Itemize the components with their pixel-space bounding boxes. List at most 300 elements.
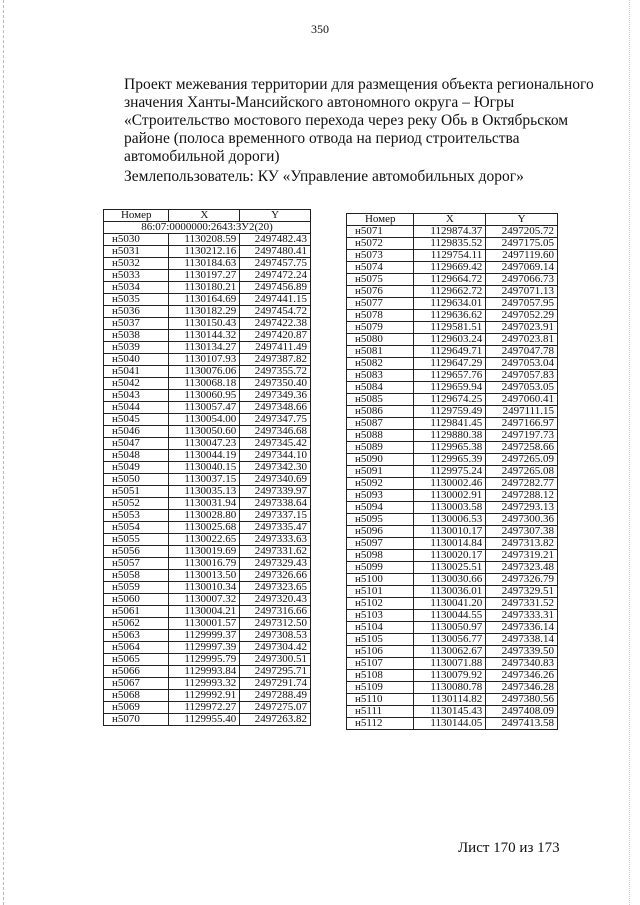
table-row (347, 322, 558, 334)
table-row (347, 514, 558, 526)
title-line: районе (полоса временного отвода на период строительства (124, 130, 520, 147)
coord-y: 2497293.13 (486, 502, 558, 514)
point-number: н5092 (347, 478, 414, 490)
point-number: н5109 (347, 682, 414, 694)
point-number: н5077 (347, 298, 414, 310)
coord-y: 2497275.07 (240, 702, 311, 714)
point-number: н5100 (347, 574, 414, 586)
table-row (104, 402, 311, 414)
coord-y: 2497472.24 (240, 270, 311, 282)
table-row (104, 378, 311, 390)
point-number: н5102 (347, 598, 414, 610)
table-row (347, 262, 558, 274)
coord-y: 2497057.83 (486, 370, 558, 382)
table-row (347, 502, 558, 514)
coord-x: 1129995.79 (169, 654, 240, 666)
land-user: Землепользователь: КУ «Управление автомобильных дорог» (124, 168, 524, 185)
point-number: н5075 (347, 274, 414, 286)
coord-y: 2497441.15 (240, 294, 311, 306)
table-row (347, 274, 558, 286)
coord-y: 2497323.65 (240, 582, 311, 594)
table-header-row (347, 214, 558, 226)
header-y: Y (486, 214, 558, 226)
title-line: автомобильной дороги) (124, 148, 280, 165)
table-row (104, 414, 311, 426)
coord-y: 2497335.47 (240, 522, 311, 534)
point-number: н5061 (104, 606, 169, 618)
coord-x: 1130022.65 (169, 534, 240, 546)
title-line: Проект межевания территории для размещения объекта регионального (124, 76, 594, 93)
coord-x: 1130079.92 (414, 670, 486, 682)
coord-x: 1130062.67 (414, 646, 486, 658)
coord-x: 1129841.45 (414, 418, 486, 430)
table-row (347, 406, 558, 418)
coord-y: 2497069.14 (486, 262, 558, 274)
coord-y: 2497326.79 (486, 574, 558, 586)
coord-y: 2497304.42 (240, 642, 311, 654)
table-row (104, 534, 311, 546)
coord-x: 1130020.17 (414, 550, 486, 562)
point-number: н5098 (347, 550, 414, 562)
sheet-label: Лист 170 из 173 (458, 840, 560, 856)
table-row (347, 238, 558, 250)
coord-x: 1130040.15 (169, 462, 240, 474)
coord-y: 2497482.43 (240, 234, 311, 246)
point-number: н5111 (347, 706, 414, 718)
point-number: н5093 (347, 490, 414, 502)
point-number: н5081 (347, 346, 414, 358)
point-number: н5099 (347, 562, 414, 574)
table-row (347, 250, 558, 262)
coord-y: 2497340.83 (486, 658, 558, 670)
coord-x: 1130208.59 (169, 234, 240, 246)
coord-x: 1130037.15 (169, 474, 240, 486)
coord-y: 2497258.66 (486, 442, 558, 454)
point-number: н5053 (104, 510, 169, 522)
point-number: н5067 (104, 678, 169, 690)
point-number: н5071 (347, 226, 414, 238)
coord-y: 2497454.72 (240, 306, 311, 318)
coord-x: 1130050.60 (169, 426, 240, 438)
coord-y: 2497119.60 (486, 250, 558, 262)
point-number: н5087 (347, 418, 414, 430)
table-row (104, 714, 311, 726)
header-y: Y (240, 210, 311, 222)
coord-x: 1129603.24 (414, 334, 486, 346)
coord-y: 2497047.78 (486, 346, 558, 358)
point-number: н5108 (347, 670, 414, 682)
coord-x: 1130184.63 (169, 258, 240, 270)
point-number: н5055 (104, 534, 169, 546)
coord-y: 2497331.62 (240, 546, 311, 558)
coordinates-table-right (346, 213, 558, 730)
coord-x: 1130060.95 (169, 390, 240, 402)
table-row (104, 474, 311, 486)
coord-y: 2497060.41 (486, 394, 558, 406)
coord-y: 2497291.74 (240, 678, 311, 690)
coord-x: 1130212.16 (169, 246, 240, 258)
coord-x: 1130057.47 (169, 402, 240, 414)
table-row (104, 234, 311, 246)
coord-y: 2497380.56 (486, 694, 558, 706)
coord-y: 2497052.29 (486, 310, 558, 322)
point-number: н5107 (347, 658, 414, 670)
coord-y: 2497295.71 (240, 666, 311, 678)
coord-x: 1130001.57 (169, 618, 240, 630)
coord-y: 2497066.73 (486, 274, 558, 286)
coord-x: 1130068.18 (169, 378, 240, 390)
coord-x: 1129975.24 (414, 466, 486, 478)
coord-x: 1129993.84 (169, 666, 240, 678)
coord-y: 2497288.12 (486, 490, 558, 502)
point-number: н5104 (347, 622, 414, 634)
header-number: Номер (104, 210, 169, 222)
point-number: н5088 (347, 430, 414, 442)
point-number: н5058 (104, 570, 169, 582)
table-row (104, 342, 311, 354)
point-number: н5073 (347, 250, 414, 262)
coord-y: 2497111.15 (486, 406, 558, 418)
point-number: н5090 (347, 454, 414, 466)
table-row (104, 570, 311, 582)
coord-y: 2497329.51 (486, 586, 558, 598)
coord-x: 1130134.27 (169, 342, 240, 354)
table-row (347, 562, 558, 574)
table-row (104, 582, 311, 594)
point-number: н5074 (347, 262, 414, 274)
coord-x: 1130107.93 (169, 354, 240, 366)
point-number: н5105 (347, 634, 414, 646)
coord-y: 2497282.77 (486, 478, 558, 490)
coord-y: 2497071.13 (486, 286, 558, 298)
table-row (104, 330, 311, 342)
title-line: «Строительство мостового перехода через реку Обь в Октябрьском (124, 112, 569, 129)
point-number: н5051 (104, 486, 169, 498)
coord-y: 2497408.09 (486, 706, 558, 718)
coord-x: 1130114.82 (414, 694, 486, 706)
point-number: н5048 (104, 450, 169, 462)
point-number: н5110 (347, 694, 414, 706)
table-row (347, 598, 558, 610)
point-number: н5091 (347, 466, 414, 478)
coord-x: 1129965.38 (414, 442, 486, 454)
header-x: X (414, 214, 486, 226)
point-number: н5060 (104, 594, 169, 606)
coord-y: 2497345.42 (240, 438, 311, 450)
table-row (104, 654, 311, 666)
coord-y: 2497337.15 (240, 510, 311, 522)
coord-x: 1129955.40 (169, 714, 240, 726)
coord-x: 1130004.21 (169, 606, 240, 618)
coord-y: 2497344.10 (240, 450, 311, 462)
coord-x: 1130050.97 (414, 622, 486, 634)
coord-y: 2497456.89 (240, 282, 311, 294)
coord-y: 2497333.63 (240, 534, 311, 546)
title-line: значения Ханты-Мансийского автономного округа – Югры (124, 94, 515, 111)
table-row (347, 466, 558, 478)
coord-y: 2497348.66 (240, 402, 311, 414)
point-number: н5047 (104, 438, 169, 450)
coord-x: 1130076.06 (169, 366, 240, 378)
coord-y: 2497316.66 (240, 606, 311, 618)
table-row (347, 646, 558, 658)
point-number: н5086 (347, 406, 414, 418)
coord-y: 2497480.41 (240, 246, 311, 258)
point-number: н5103 (347, 610, 414, 622)
table-row (104, 282, 311, 294)
point-number: н5035 (104, 294, 169, 306)
coord-y: 2497339.97 (240, 486, 311, 498)
point-number: н5040 (104, 354, 169, 366)
point-number: н5031 (104, 246, 169, 258)
coord-x: 1130145.43 (414, 706, 486, 718)
coord-x: 1130019.69 (169, 546, 240, 558)
coord-x: 1130180.21 (169, 282, 240, 294)
table-row (347, 634, 558, 646)
coord-x: 1129754.11 (414, 250, 486, 262)
table-row (347, 370, 558, 382)
coord-y: 2497023.81 (486, 334, 558, 346)
coord-x: 1130080.78 (414, 682, 486, 694)
coord-y: 2497333.31 (486, 610, 558, 622)
point-number: н5072 (347, 238, 414, 250)
coord-y: 2497307.38 (486, 526, 558, 538)
coord-x: 1130002.91 (414, 490, 486, 502)
point-number: н5066 (104, 666, 169, 678)
point-number: н5037 (104, 318, 169, 330)
table-row (104, 702, 311, 714)
coord-x: 1130030.66 (414, 574, 486, 586)
table-row (104, 366, 311, 378)
coord-x: 1130025.68 (169, 522, 240, 534)
coord-y: 2497457.75 (240, 258, 311, 270)
coord-x: 1130031.94 (169, 498, 240, 510)
coord-x: 1130056.77 (414, 634, 486, 646)
table-row (104, 606, 311, 618)
point-number: н5044 (104, 402, 169, 414)
point-number: н5043 (104, 390, 169, 402)
point-number: н5030 (104, 234, 169, 246)
coord-x: 1129874.37 (414, 226, 486, 238)
table-row (347, 226, 558, 238)
table-row (104, 558, 311, 570)
table-row (104, 678, 311, 690)
point-number: н5085 (347, 394, 414, 406)
point-number: н5057 (104, 558, 169, 570)
table-row (104, 630, 311, 642)
point-number: н5046 (104, 426, 169, 438)
coord-y: 2497053.05 (486, 382, 558, 394)
point-number: н5059 (104, 582, 169, 594)
page-edge-left (3, 0, 4, 905)
coord-y: 2497420.87 (240, 330, 311, 342)
coord-x: 1129664.72 (414, 274, 486, 286)
point-number: н5076 (347, 286, 414, 298)
table-row (347, 694, 558, 706)
point-number: н5089 (347, 442, 414, 454)
point-number: н5106 (347, 646, 414, 658)
table-row (104, 318, 311, 330)
table-row (347, 550, 558, 562)
coord-y: 2497331.52 (486, 598, 558, 610)
coord-y: 2497387.82 (240, 354, 311, 366)
point-number: н5049 (104, 462, 169, 474)
coord-y: 2497342.30 (240, 462, 311, 474)
coord-x: 1129880.38 (414, 430, 486, 442)
table-row (347, 490, 558, 502)
table-row (347, 358, 558, 370)
coord-x: 1129997.39 (169, 642, 240, 654)
coord-y: 2497346.28 (486, 682, 558, 694)
point-number: н5084 (347, 382, 414, 394)
table-row (347, 418, 558, 430)
coord-y: 2497313.82 (486, 538, 558, 550)
coord-x: 1130010.34 (169, 582, 240, 594)
table-row (347, 586, 558, 598)
table-row (347, 346, 558, 358)
table-row (347, 622, 558, 634)
coord-y: 2497319.21 (486, 550, 558, 562)
point-number: н5112 (347, 718, 414, 730)
coord-y: 2497329.43 (240, 558, 311, 570)
coord-y: 2497323.48 (486, 562, 558, 574)
point-number: н5095 (347, 514, 414, 526)
point-number: н5068 (104, 690, 169, 702)
coord-y: 2497265.09 (486, 454, 558, 466)
table-row (347, 442, 558, 454)
table-row (104, 690, 311, 702)
table-header-row (104, 210, 311, 222)
coord-y: 2497350.40 (240, 378, 311, 390)
coord-x: 1129674.25 (414, 394, 486, 406)
coord-x: 1129636.62 (414, 310, 486, 322)
table-row (104, 270, 311, 282)
coord-y: 2497308.53 (240, 630, 311, 642)
page-edge-right (629, 0, 630, 905)
coord-y: 2497320.43 (240, 594, 311, 606)
coord-x: 1130197.27 (169, 270, 240, 282)
table-row (347, 286, 558, 298)
table-row (104, 258, 311, 270)
coord-x: 1130164.69 (169, 294, 240, 306)
page-number: 350 (311, 22, 329, 36)
coord-y: 2497053.04 (486, 358, 558, 370)
coord-x: 1129634.01 (414, 298, 486, 310)
coord-y: 2497355.72 (240, 366, 311, 378)
coord-y: 2497288.49 (240, 690, 311, 702)
point-number: н5070 (104, 714, 169, 726)
coord-y: 2497346.68 (240, 426, 311, 438)
coord-y: 2497349.36 (240, 390, 311, 402)
cadastral-number: 86:07:0000000:2643:ЗУ2(20) (104, 222, 311, 234)
coord-y: 2497300.51 (240, 654, 311, 666)
table-row (104, 246, 311, 258)
coord-x: 1130002.46 (414, 478, 486, 490)
coord-x: 1129965.39 (414, 454, 486, 466)
coord-x: 1130054.00 (169, 414, 240, 426)
coord-x: 1130028.80 (169, 510, 240, 522)
point-number: н5094 (347, 502, 414, 514)
point-number: н5056 (104, 546, 169, 558)
coord-y: 2497326.66 (240, 570, 311, 582)
coord-x: 1129669.42 (414, 262, 486, 274)
table-row (347, 658, 558, 670)
cadastral-row (104, 222, 311, 234)
coord-x: 1129647.29 (414, 358, 486, 370)
point-number: н5042 (104, 378, 169, 390)
coord-y: 2497205.72 (486, 226, 558, 238)
table-row (104, 642, 311, 654)
coord-y: 2497336.14 (486, 622, 558, 634)
point-number: н5032 (104, 258, 169, 270)
table-row (104, 426, 311, 438)
coord-x: 1129835.52 (414, 238, 486, 250)
coord-y: 2497413.58 (486, 718, 558, 730)
point-number: н5034 (104, 282, 169, 294)
point-number: н5079 (347, 322, 414, 334)
point-number: н5039 (104, 342, 169, 354)
point-number: н5063 (104, 630, 169, 642)
table-row (104, 390, 311, 402)
coord-x: 1130035.13 (169, 486, 240, 498)
table-row (104, 618, 311, 630)
coord-y: 2497338.14 (486, 634, 558, 646)
coord-y: 2497312.50 (240, 618, 311, 630)
coord-x: 1129993.32 (169, 678, 240, 690)
coord-y: 2497175.05 (486, 238, 558, 250)
table-row (347, 706, 558, 718)
table-row (347, 718, 558, 730)
table-row (104, 306, 311, 318)
point-number: н5078 (347, 310, 414, 322)
header-x: X (169, 210, 240, 222)
coord-x: 1130150.43 (169, 318, 240, 330)
table-row (347, 670, 558, 682)
coord-x: 1129581.51 (414, 322, 486, 334)
table-row (104, 462, 311, 474)
coord-y: 2497347.75 (240, 414, 311, 426)
coord-y: 2497057.95 (486, 298, 558, 310)
coord-x: 1130025.51 (414, 562, 486, 574)
point-number: н5036 (104, 306, 169, 318)
table-row (347, 310, 558, 322)
coord-x: 1129999.37 (169, 630, 240, 642)
coord-x: 1129657.76 (414, 370, 486, 382)
coord-y: 2497166.97 (486, 418, 558, 430)
coord-x: 1130036.01 (414, 586, 486, 598)
coord-x: 1129992.91 (169, 690, 240, 702)
point-number: н5050 (104, 474, 169, 486)
table-row (347, 478, 558, 490)
table-row (104, 354, 311, 366)
point-number: н5041 (104, 366, 169, 378)
table-row (347, 610, 558, 622)
coord-x: 1130071.88 (414, 658, 486, 670)
coord-x: 1130006.53 (414, 514, 486, 526)
coord-x: 1130144.32 (169, 330, 240, 342)
coord-x: 1130047.23 (169, 438, 240, 450)
point-number: н5038 (104, 330, 169, 342)
table-row (347, 526, 558, 538)
point-number: н5062 (104, 618, 169, 630)
coord-x: 1130003.58 (414, 502, 486, 514)
point-number: н5082 (347, 358, 414, 370)
coord-x: 1130182.29 (169, 306, 240, 318)
point-number: н5080 (347, 334, 414, 346)
coord-x: 1130010.17 (414, 526, 486, 538)
coord-x: 1130007.32 (169, 594, 240, 606)
coord-x: 1129759.49 (414, 406, 486, 418)
